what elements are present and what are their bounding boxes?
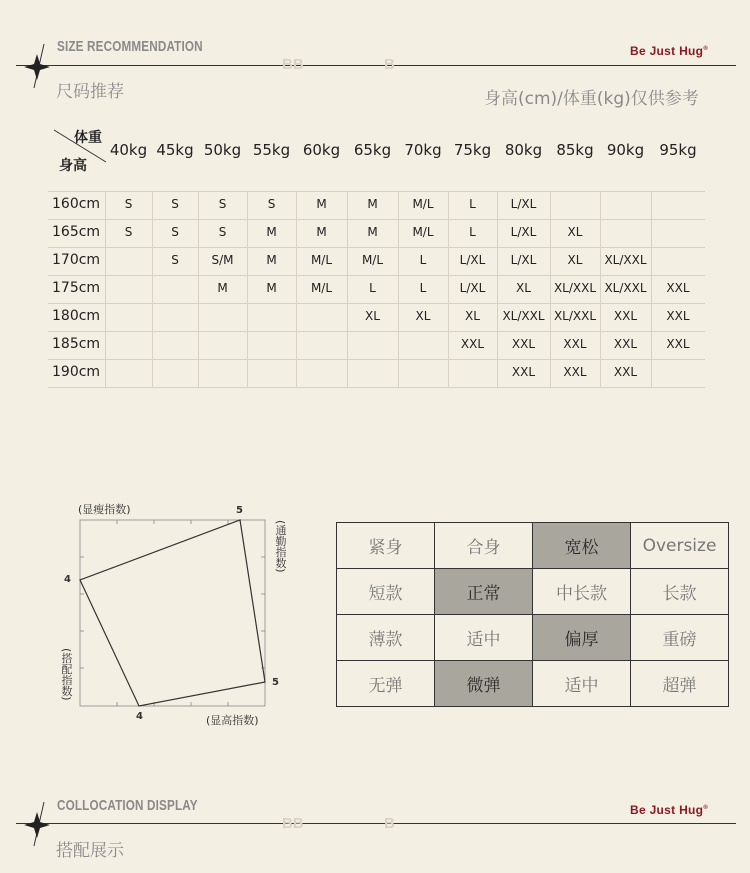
sparkle-icon [22,42,56,90]
brand-logo: Be Just Hug® [630,803,709,817]
size-cell: XXL [613,365,638,379]
weight-header: 95kg [659,141,697,159]
radar-frame [60,500,290,730]
size-cell: L/XL [510,197,537,211]
section-title-en: SIZE RECOMMENDATION [57,38,203,55]
attribute-option: 短款 [337,569,435,615]
section-title-cn: 尺码推荐 [56,82,124,102]
weight-header: 60kg [302,141,341,159]
attribute-option: 紧身 [337,523,435,569]
attribute-option-selected: 宽松 [533,523,631,569]
grid-line [48,331,705,332]
size-cell: M [316,197,327,211]
size-cell: XL/XXL [553,309,597,323]
size-cell: S [171,197,179,211]
weight-header: 55kg [252,141,291,159]
radar-label-top: (显瘦指数) [78,503,131,516]
watermark-logo: BB [282,815,304,832]
size-cell: M/L [310,253,333,267]
size-cell: M/L [412,197,434,211]
size-cell: XL [365,309,380,323]
radar-polygon [80,520,265,706]
height-row-label: 180cm [52,308,101,324]
attribute-row [337,615,729,661]
size-cell: L/XL [510,253,537,267]
height-row-label: 175cm [52,280,101,296]
grid-line [48,191,705,192]
radar-value-bottom: 4 [136,711,143,722]
size-cell: XXL [613,337,638,351]
size-cell: XXL [563,337,587,351]
size-cell: L [419,281,427,295]
section-title-cn: 搭配展示 [56,841,124,861]
size-cell: L/XL [459,281,486,295]
weight-header: 85kg [556,141,594,159]
size-cell: XL/XXL [604,253,647,267]
size-cell: XXL [666,337,690,351]
size-cell: M/L [361,253,384,267]
height-row-label: 190cm [52,364,101,380]
brand-logo: Be Just Hug® [630,44,709,58]
grid-line [105,191,106,387]
weight-header: 70kg [404,141,442,159]
size-cell: M [367,225,378,239]
height-row-label: 165cm [52,224,101,240]
size-cell: XL [567,253,583,267]
attribute-option-selected: 偏厚 [533,615,631,661]
size-cell: L [369,281,376,295]
size-cell: XL [415,309,431,323]
header-divider [16,823,736,824]
grid-line [48,247,705,248]
grid-line [48,359,705,360]
attribute-row [337,523,729,569]
size-cell: XL/XXL [604,281,647,295]
height-axis-label: 身高 [59,158,87,174]
size-cell: S [267,197,276,211]
attribute-option: 中长款 [533,569,631,615]
size-cell: XXL [460,337,485,351]
attribute-option: 无弹 [337,661,435,707]
size-disclaimer: 身高(cm)/体重(kg)仅供参考 [484,89,699,109]
weight-header: 40kg [109,141,148,159]
weight-header: 90kg [606,141,645,159]
attribute-row [337,569,729,615]
size-cell: M/L [310,281,333,295]
attribute-option: 合身 [435,523,533,569]
size-cell: S [218,225,227,239]
size-cell: M/L [412,225,434,239]
attribute-option: 适中 [533,661,631,707]
header-divider [16,65,736,66]
sparkle-icon [22,800,56,848]
weight-header: 50kg [203,141,242,159]
grid-line [48,303,705,304]
height-row-label: 170cm [52,252,101,268]
grid-line [152,191,153,387]
size-cell: L [469,197,476,211]
fit-attribute-table [336,522,729,707]
size-cell: XXL [666,309,690,323]
attribute-option: 适中 [435,615,533,661]
size-cell: XXL [511,337,536,351]
attribute-option: 重磅 [631,615,729,661]
radar-label-left: (搭配指数) [60,648,73,701]
size-cell: XL/XXL [553,281,597,295]
size-cell: L [469,225,476,239]
size-cell: L/XL [510,225,537,239]
size-cell: S [124,225,133,239]
size-cell: M [266,225,277,239]
height-row-label: 160cm [52,196,101,212]
size-cell: L [419,253,427,267]
size-cell: XXL [511,365,536,379]
size-cell: XL [567,225,583,239]
size-cell: S [124,197,133,211]
attribute-option-selected: 微弹 [435,661,533,707]
section-title-en: COLLOCATION DISPLAY [57,797,198,814]
grid-line [48,387,705,388]
radar-value-top: 5 [236,505,243,516]
radar-label-right: (通勤指数) [274,520,287,573]
weight-header: 80kg [504,141,543,159]
size-cell: XL [516,281,531,295]
weight-header: 65kg [353,141,392,159]
size-cell: S [171,225,179,239]
watermark-logo: B [384,815,395,832]
size-cell: XXL [613,309,638,323]
size-cell: S/M [211,253,234,267]
height-row-label: 185cm [52,336,101,352]
attribute-option-selected: 正常 [435,569,533,615]
attribute-option: 长款 [631,569,729,615]
size-cell: XL [465,309,480,323]
attribute-option: Oversize [631,523,729,569]
size-cell: XXL [563,365,587,379]
radar-value-left: 4 [64,574,71,585]
weight-header: 45kg [156,141,194,159]
radar-value-right: 5 [272,677,279,688]
size-cell: M [266,281,277,295]
size-cell: XXL [666,281,690,295]
grid-line [48,275,705,276]
attribute-row [337,661,729,707]
radar-label-bottom: (显高指数) [206,714,259,727]
size-cell: S [218,197,227,211]
watermark-logo: BB [282,56,304,73]
grid-line [48,219,705,220]
size-cell: M [367,197,378,211]
size-cell: L/XL [459,253,486,267]
attribute-option: 薄款 [337,615,435,661]
size-cell: M [316,225,327,239]
size-cell: S [171,253,179,267]
size-cell: M [266,253,277,267]
attribute-option: 超弹 [631,661,729,707]
size-cell: M [217,281,228,295]
weight-axis-label: 体重 [74,130,102,146]
size-cell: XL/XXL [502,309,545,323]
watermark-logo: B [384,56,395,73]
weight-header: 75kg [453,141,492,159]
